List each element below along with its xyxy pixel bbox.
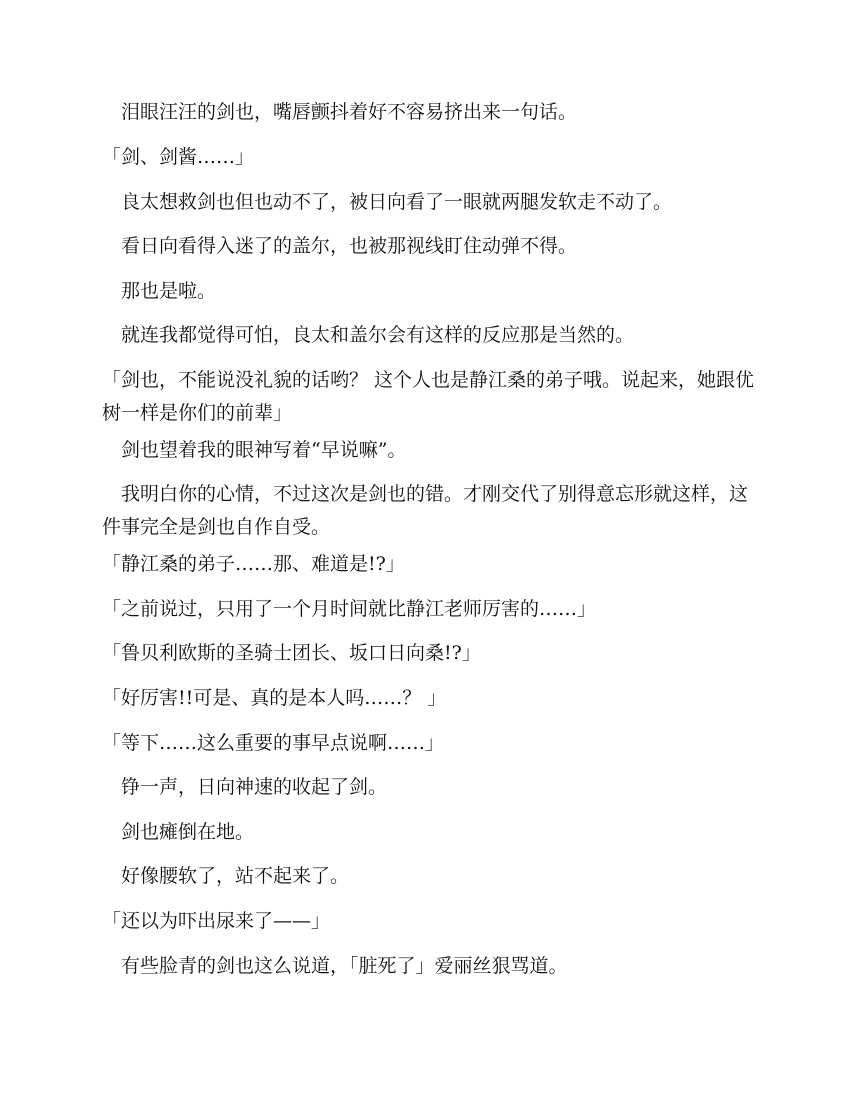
paragraph-17: 好像腰软了，站不起来了。 [121, 865, 350, 887]
paragraph-14: 「等下……这么重要的事早点说啊……」 [102, 732, 445, 754]
paragraph-8: 剑也望着我的眼神写着“早说嘛”。 [121, 439, 407, 461]
paragraph-12: 「鲁贝利欧斯的圣骑士团长、坂口日向桑!?」 [102, 642, 481, 664]
paragraph-18: 「还以为吓出尿来了——」 [102, 910, 331, 932]
paragraph-16: 剑也瘫倒在地。 [121, 821, 255, 843]
paragraph-15: 铮一声，日向神速的收起了剑。 [121, 776, 388, 798]
paragraph-5: 那也是啦。 [121, 280, 217, 302]
paragraph-7: 「剑也，不能说没礼貌的话哟？ 这个人也是静江桑的弟子哦。说起来，她跟优树一样是你们的前辈」 [102, 369, 755, 424]
paragraph-9: 我明白你的心情，不过这次是剑也的错。才刚交代了别得意忘形就这样，这件事完全是剑也自作自受。 [102, 483, 749, 538]
paragraph-3: 良太想救剑也但也动不了，被日向看了一眼就两腿发软走不动了。 [121, 191, 673, 213]
paragraph-4: 看日向看得入迷了的盖尔，也被那视线盯住动弹不得。 [121, 235, 578, 257]
paragraph-6: 就连我都觉得可怕，良太和盖尔会有这样的反应那是当然的。 [121, 324, 635, 346]
paragraph-13: 「好厉害!!可是、真的是本人吗……？ 」 [102, 687, 447, 709]
paragraph-2: 「剑、剑酱……」 [102, 146, 255, 168]
paragraph-11: 「之前说过，只用了一个月时间就比静江老师厉害的……」 [102, 598, 597, 620]
paragraph-19: 有些脸青的剑也这么说道，「脏死了」爱丽丝狠骂道。 [121, 955, 568, 977]
paragraph-10: 「静江桑的弟子……那、难道是!?」 [102, 553, 405, 575]
paragraph-1: 泪眼汪汪的剑也，嘴唇颤抖着好不容易挤出来一句话。 [121, 101, 578, 123]
